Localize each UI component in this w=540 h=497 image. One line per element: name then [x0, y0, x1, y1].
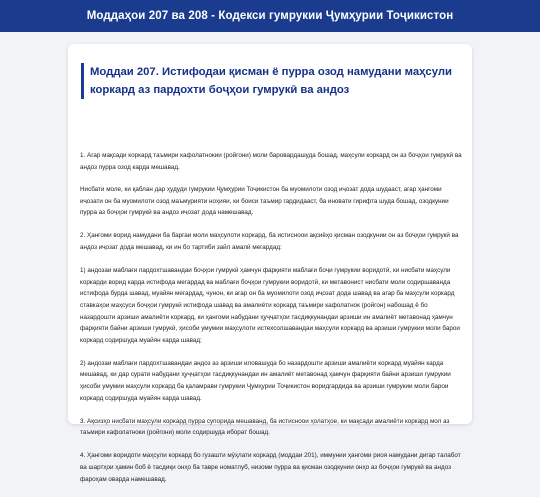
article-paragraph: 1) андозаи маблағи пардохтшавандаи боҷҳои гумрукӣ ҳамчун фарқияти маблағи боҷи гумрукии воридотӣ, ки нисбати маҳсули коркарди ворид карда истифода мегардад ва маблағи боҷҳои гумрукии воридотӣ, ки метавонист нисбати моли содиршаванда истифода бурда шавад, муайян мегардад, чунон, ки агар он ба муомилоти озод иҷозат дода шавад ва агар ба маҳсули коркард ставкаҳои маҳсуси боҷҳои гумрукӣ истифода шавад ва амалиёти коркард таъмири кафолатнок (ройгон) набошад ё бо назардошти арзиши амалиёти коркард, ки ҳангоми набудани ҳуҷҷатҳои тасдиқкунандаи арзиши ин амалиёт метавонад ҳамчун фарқияти байни арзиши гумрукӣ, ҳисоби умумии маҳсулоти истехсолшавандаи маҳсули коркард ва арзиши гумрукии моли барои коркард содиршуда муайян карда шавад;	[80, 267, 460, 344]
article-paragraph: 3. Ақсизҳо нисбати маҳсули коркард пурра супорида мешаванд, ба истисноои ҳолатҳое, ки мақсади амалиёти коркард мол аз таъмири кафолатноки (ройгони) моли содиршуда иборат бошад.	[80, 417, 450, 437]
article-card	[68, 44, 472, 483]
article-paragraph: Нисбати моле, ки қаблан дар ҳудуди гумрукии Ҷумҳурии Тоҷикистон ба муомилоти озод иҷозат дода шудааст, агар ҳангоми иҷозати он ба муомилоти озод маъмурияти ноҳияи, ки боиси таъмир гардидааст, ба иновати гирифта шуда бошад, озодкунии пурра аз боҷҳои гумрукӣ ва андоз иҷозат дода намешавад.	[80, 186, 449, 217]
header-title: Моддаҳои 207 ва 208 - Кодекси гумрукии Ҷумҳурии Тоҷикистон	[86, 10, 454, 22]
article-body	[80, 150, 462, 497]
article-paragraph: 4. Ҳангоми воридоти маҳсули коркард бо гузашти мӯҳлати коркард (моддаи 201), иммунии ҳангоми риоя намудани дигар талабот ва шартҳои ҳамин боб ё тасдиқи онҳо ба тавре номатлуб, низоми пурра ва қисман озодкунии онҳо аз боҷҳои гумрукӣ ва андоз фароҳам оварда намешавад.	[80, 452, 461, 483]
article-paragraph: 2) андозаи маблағи пардохтшавандаи андоз аз арзиши иловашуда бо назардошти арзиши амалиёти коркард муайян карда мешавад, ки дар сурати набудани ҳуҷҷатҳои тасдиқкунандаи ин амалиёт метавонад ҳамчун фарқияти байни арзиши гумрукии ҳисоби умумии маҳсули коркард ба қаламрави гумрукии Ҷумҳурии Тоҷикистон воридгардида ва арзиши гумрукии моли барои коркард содиршуда муайян карда шавад.	[80, 359, 451, 402]
article-title: Моддаи 207. Истифодаи қисман ё пурра озод намудани маҳсули коркард аз пардохти боҷҳои гумрукӣ ва андоз	[81, 63, 470, 99]
article-paragraph: 1. Агар мақсади коркард таъмири кафолатнокии (ройгони) моли баровардашуда бошад, маҳсули коркард он аз боҷҳои гумрукӣ ва андоз пурра озод карда мешавад.	[80, 152, 462, 171]
article-paragraph: 2. Ҳангоми ворид намудани ба баргаи моли маҳсулоти коркард, ба истисноои ақсиёҳо қисман озодкунии он аз боҷҳои гумрукӣ ва андоз иҷозат дода мешавад, ки ин бо тартиби зайл амалӣ мегардад:	[80, 232, 459, 252]
page-header	[0, 0, 540, 32]
